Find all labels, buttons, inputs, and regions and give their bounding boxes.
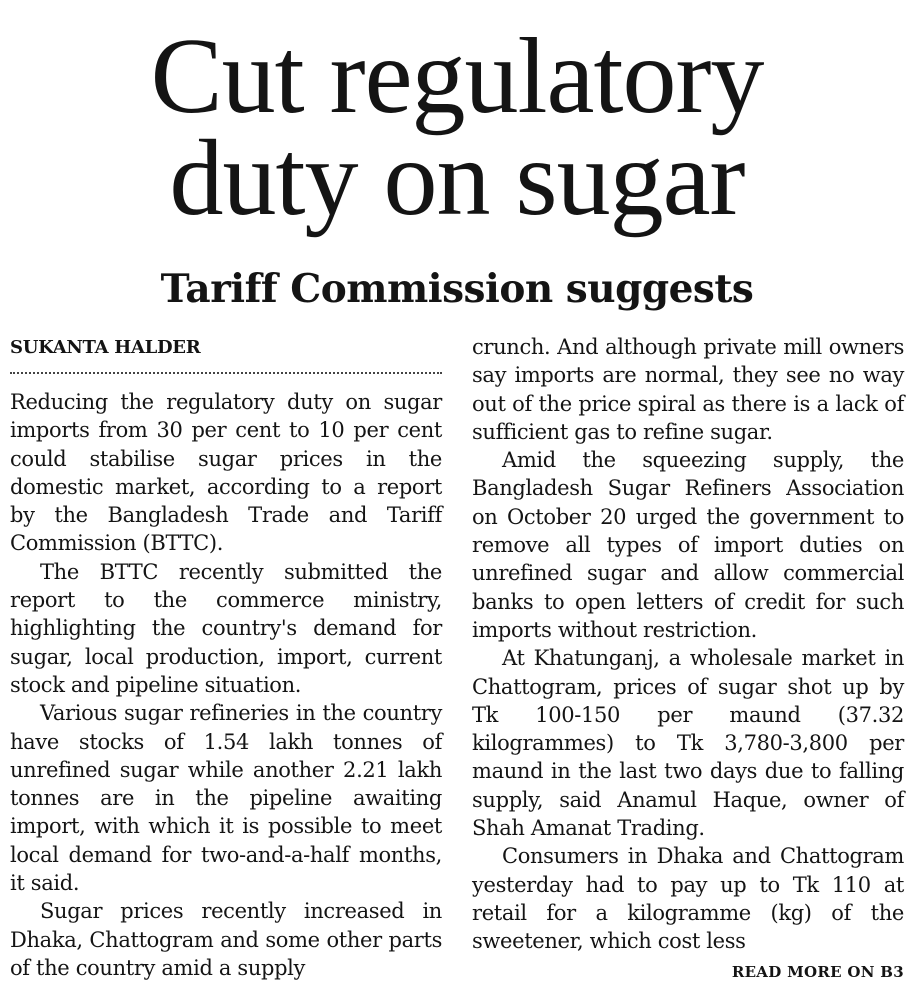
read-more-link[interactable]: READ MORE ON B3 bbox=[731, 963, 904, 981]
paragraph: Various sugar refineries in the country have stocks of 1.54 lakh tonnes of unrefined sugar while another 2.21 lakh tonnes are in the pipeline awaiting import, with which it is possible to meet local demand for two-and-a-half months, it said. bbox=[10, 701, 442, 896]
paragraph: crunch. And although private mill owners say imports are normal, they see no way out of the price spiral as there is a lack of sufficient gas to refine sugar. bbox=[472, 335, 904, 444]
headline-line-2: duty on sugar bbox=[169, 119, 745, 238]
right-column bbox=[472, 333, 904, 956]
paragraph: Reducing the regulatory duty on sugar imports from 30 per cent to 10 per cent could stabilise sugar prices in the domestic market, according to a report by the Bangladesh Trade and Tariff Commission (BTTC). bbox=[10, 390, 442, 556]
byline: SUKANTA HALDER bbox=[10, 337, 201, 358]
paragraph: At Khatunganj, a wholesale market in Chattogram, prices of sugar shot up by Tk 100-150 per maund (37.32 kilogrammes) to Tk 3,780-3,800 per maund in the last two days due to falling supply, said Anamul Haque, owner of Shah Amanat Trading. bbox=[472, 646, 904, 841]
byline-divider bbox=[10, 372, 442, 374]
paragraph: Consumers in Dhaka and Chattogram yesterday had to pay up to Tk 110 at retail for a kilogramme (kg) of the sweetener, which cost less bbox=[472, 844, 904, 954]
subheadline: Tariff Commission suggests bbox=[160, 266, 754, 312]
headline-line-1: Cut regulatory bbox=[150, 17, 764, 136]
left-column bbox=[10, 388, 442, 982]
headline bbox=[0, 17, 914, 238]
paragraph: The BTTC recently submitted the report to the commerce ministry, highlighting the country's demand for sugar, local production, import, current stock and pipeline situation. bbox=[10, 559, 442, 697]
paragraph: Sugar prices recently increased in Dhaka, Chattogram and some other parts of the country amid a supply bbox=[10, 899, 442, 980]
paragraph: Amid the squeezing supply, the Bangladesh Sugar Refiners Association on October 20 urged the government to remove all types of import duties on unrefined sugar and allow commercial banks to open letters of credit for such imports without restriction. bbox=[472, 448, 904, 642]
